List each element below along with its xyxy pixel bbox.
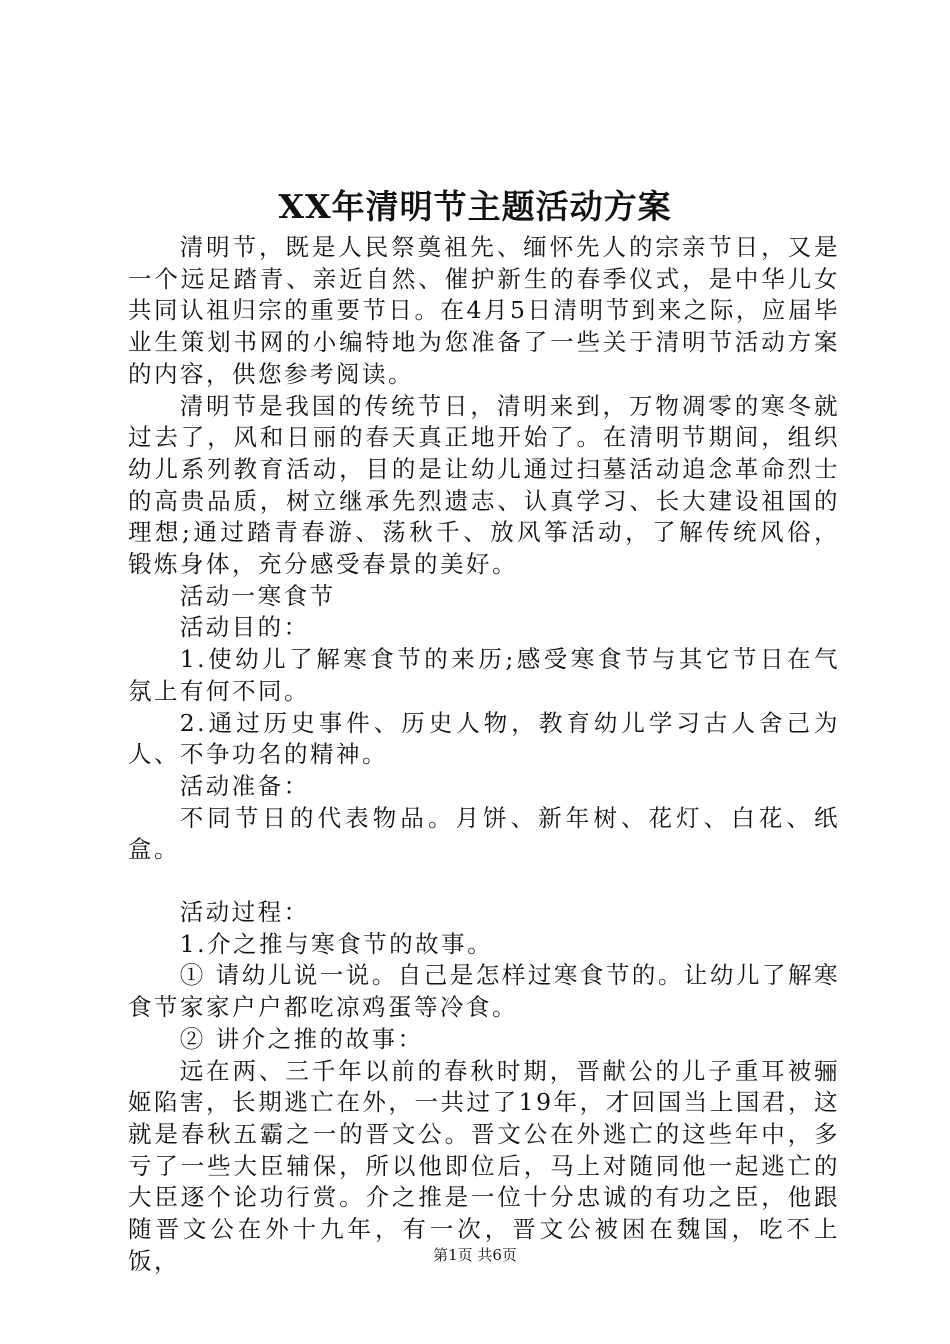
process-step-1: 1.介之推与寒食节的故事。 xyxy=(179,929,494,958)
process-substep-1: ① 请幼儿说一说。自己是怎样过寒食节的。让幼儿了解寒食节家家户户都吃凉鸡蛋等冷食。 xyxy=(128,961,840,1022)
activity-heading: 活动一寒食节 xyxy=(179,581,336,610)
intro-paragraph: 清明节，既是人民祭奠祖先、缅怀先人的宗亲节日，又是一个远足踏青、亲近自然、催护新生的春季仪式，是中华儿女共同认祖归宗的重要节日。在4月5日清明节到来之际，应届毕业生策划书网的小编特地为您准备了一些关于清明节活动方案的内容，供您参考阅读。 xyxy=(128,233,840,388)
purpose-item-1: 1.使幼儿了解寒食节的来历;感受寒食节与其它节日在气氛上有何不同。 xyxy=(128,645,840,705)
background-paragraph: 清明节是我国的传统节日，清明来到，万物凋零的寒冬就过去了，风和日丽的春天真正地开始了。在清明节期间，组织幼儿系列教育活动，目的是让幼儿通过扫墓活动追念革命烈士的高贵品质，树立继承先烈遗志、认真学习、长大建设祖国的理想;通过踏青春游、荡秋千、放风筝活动，了解传统风俗，锻炼身体，充分感受春景的美好。 xyxy=(128,391,840,579)
purpose-heading: 活动目的： xyxy=(179,613,310,642)
document-body xyxy=(128,232,840,1278)
purpose-item-2: 2.通过历史事件、历史人物，教育幼儿学习古人舍己为人、不争功名的精神。 xyxy=(128,708,840,769)
document-title: XX年清明节主题活动方案 xyxy=(278,187,672,226)
story-paragraph: 远在两、三千年以前的春秋时期，晋献公的儿子重耳被骊姬陷害，长期逃亡在外，一共过了19年，才回国当上国君，这就是春秋五霸之一的晋文公。晋文公在外逃亡的这些年中，多亏了一些大臣辅保，所以他即位后，马上对随同他一起逃亡的大臣逐个论功行赏。介之推是一位十分忠诚的有功之臣，他跟随晋文公在外十九年，有一次，晋文公被困在魏国，吃不上饭， xyxy=(128,1056,840,1275)
preparation-heading: 活动准备： xyxy=(179,771,310,800)
process-substep-2: ② 讲介之推的故事： xyxy=(179,1024,424,1053)
process-heading: 活动过程： xyxy=(179,898,310,927)
preparation-items: 不同节日的代表物品。月饼、新年树、花灯、白花、纸盒。 xyxy=(128,803,840,864)
page-indicator: 第1页 共6页 xyxy=(433,1246,517,1264)
